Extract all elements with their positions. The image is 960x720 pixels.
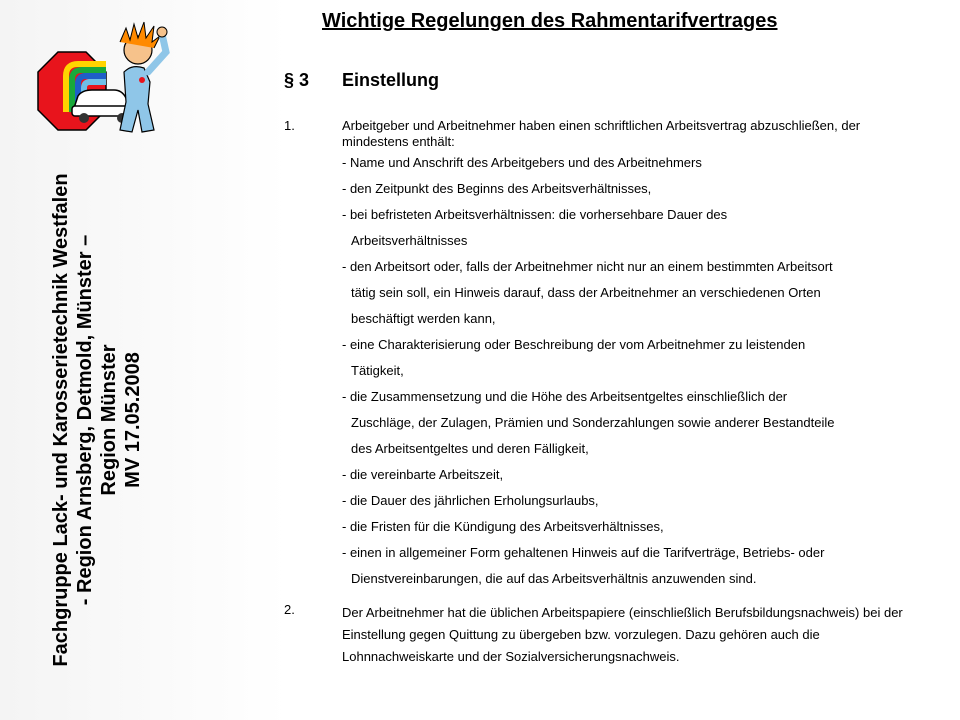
bullet-line: - die Dauer des jährlichen Erholungsurlaubs, bbox=[342, 493, 599, 508]
car-painter-mascot-icon bbox=[28, 12, 188, 142]
item-number: 1. bbox=[284, 118, 295, 133]
sidebar-organization bbox=[0, 140, 195, 700]
sidebar-line-3: Region Münster bbox=[98, 344, 120, 496]
bullet-line: - den Arbeitsort oder, falls der Arbeitnehmer nicht nur an einem bestimmten Arbeitsort bbox=[342, 259, 833, 274]
bullet-line: - Name und Anschrift des Arbeitgebers und des Arbeitnehmers bbox=[342, 155, 702, 170]
document-body bbox=[284, 118, 924, 668]
bullet-line: Arbeitsverhältnisses bbox=[351, 233, 468, 248]
bullet-line: beschäftigt werden kann, bbox=[351, 311, 496, 326]
sidebar-line-2: - Region Arnsberg, Detmold, Münster – bbox=[74, 234, 96, 606]
section-title: Einstellung bbox=[342, 70, 440, 90]
list-item-1 bbox=[284, 118, 924, 592]
bullet-line: - die Fristen für die Kündigung des Arbeitsverhältnisses, bbox=[342, 519, 664, 534]
bullet-line: - die Zusammensetzung und die Höhe des Arbeitsentgeltes einschließlich der bbox=[342, 389, 788, 404]
bullet-line: Tätigkeit, bbox=[351, 363, 404, 378]
sidebar-line-4: MV 17.05.2008 bbox=[122, 352, 144, 488]
item-number: 2. bbox=[284, 602, 295, 617]
bullet-line: tätig sein soll, ein Hinweis darauf, dass der Arbeitnehmer an verschiedenen Orten bbox=[351, 285, 821, 300]
item-intro: Arbeitgeber und Arbeitnehmer haben einen schriftlichen Arbeitsvertrag abzuschließen, der mindestens enthält: bbox=[342, 118, 861, 149]
bullet-line: - den Zeitpunkt des Beginns des Arbeitsverhältnisses, bbox=[342, 181, 652, 196]
item-bullet-list bbox=[342, 150, 924, 592]
bullet-line: - die vereinbarte Arbeitszeit, bbox=[342, 467, 504, 482]
bullet-line: - einen in allgemeiner Form gehaltenen Hinweis auf die Tarifverträge, Betriebs- oder bbox=[342, 545, 825, 560]
list-item-2 bbox=[284, 602, 924, 668]
section-heading bbox=[284, 70, 439, 91]
page-title: Wichtige Regelungen des Rahmentarifvertrages bbox=[322, 10, 778, 32]
item-paragraph: Der Arbeitnehmer hat die üblichen Arbeitspapiere (einschließlich Berufsbildungsnachweis) bei der Einstellung gegen Quittung zu übergeben bzw. vorzulegen. Dazu gehören auch die Lohnnachweiskarte und der Sozialversicherungsnachweis. bbox=[342, 605, 903, 664]
sidebar-line-1: Fachgruppe Lack- und Karosserietechnik Westfalen bbox=[50, 173, 72, 667]
section-number: § 3 bbox=[284, 70, 310, 90]
bullet-line: des Arbeitsentgeltes und deren Fälligkeit, bbox=[351, 441, 589, 456]
bullet-line: Dienstvereinbarungen, die auf das Arbeitsverhältnis anzuwenden sind. bbox=[351, 571, 757, 586]
bullet-line: Zuschläge, der Zulagen, Prämien und Sonderzahlungen sowie anderer Bestandteile bbox=[351, 415, 835, 430]
bullet-line: - eine Charakterisierung oder Beschreibung der vom Arbeitnehmer zu leistenden bbox=[342, 337, 806, 352]
bullet-line: - bei befristeten Arbeitsverhältnissen: die vorhersehbare Dauer des bbox=[342, 207, 728, 222]
